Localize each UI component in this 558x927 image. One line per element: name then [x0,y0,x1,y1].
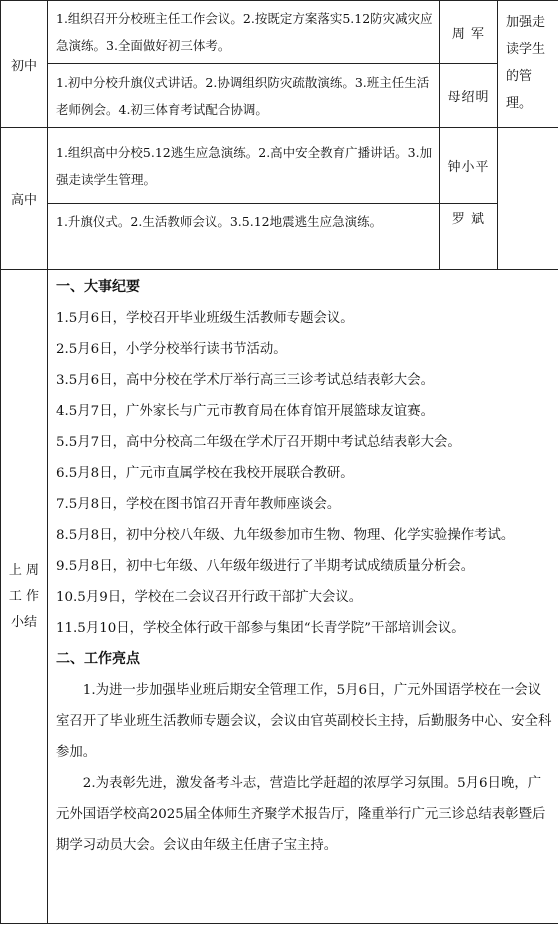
event-item: 6.5月8日，广元市直属学校在我校开展联合教研。 [56,466,354,481]
senior-person-2: 罗 斌 [440,204,498,270]
event-item: 8.5月8日，初中分校八年级、九年级参加市生物、物理、化学实验操作考试。 [56,528,515,543]
summary-content [48,270,558,924]
event-item: 4.5月7日，广外家长与广元市教育局在体育馆开展篮球友谊赛。 [56,404,434,419]
senior-category: 高中 [1,128,48,270]
summary-category [1,270,48,924]
junior-note: 加强走读学生的管理。 [498,1,558,128]
event-item: 9.5月8日，初中七年级、八年级年级进行了半期考试成绩质量分析会。 [56,559,475,574]
junior-person-2: 母绍明 [440,64,498,128]
event-item: 11.5月10日，学校全体行政干部参与集团“长青学院”干部培训会议。 [56,621,465,636]
event-item: 2.5月6日，小学分校举行读书节活动。 [56,342,287,357]
summary-row [1,270,558,924]
summary-category-line-3: 小结 [10,614,37,630]
highlight-paragraph: 1.为进一步加强毕业班后期安全管理工作，5月6日，广元外国语学校在一会议室召开了毕业班生活教师专题会议，会议由官英副校长主持，后勤服务中心、安全科参加。 [56,683,552,760]
summary-category-line-2: 工 作 [8,588,40,604]
junior-row-1 [1,1,558,64]
event-item: 7.5月8日，学校在图书馆召开青年教师座谈会。 [56,497,341,512]
summary-category-line-1: 上 周 [8,562,40,578]
senior-task-2: 1.升旗仪式。2.生活教师会议。3.5.12地震逃生应急演练。 [48,204,440,270]
highlight-paragraph: 2.为表彰先进，激发备考斗志，营造比学赶超的浓厚学习氛围。5月6日晚，广元外国语学校高2025届全体师生齐聚学术报告厅，隆重举行广元三诊总结表彰暨后期学习动员大会。会议由年级主任唐子宝主持。 [56,776,546,853]
event-item: 1.5月6日，学校召开毕业班级生活教师专题会议。 [56,311,354,326]
junior-category: 初中 [1,1,48,128]
event-item: 3.5月6日，高中分校在学术厅举行高三三诊考试总结表彰大会。 [56,373,434,388]
junior-task-2: 1.初中分校升旗仪式讲话。2.协调组织防灾疏散演练。3.班主任生活老师例会。4.初三体育考试配合协调。 [48,64,440,128]
senior-row-1 [1,128,558,204]
senior-person-1: 钟小平 [440,128,498,204]
section-title-events: 一、大事纪要 [56,279,140,295]
senior-note-empty [498,128,558,270]
senior-row-2 [1,204,558,270]
event-item: 10.5月9日，学校在二会议召开行政干部扩大会议。 [56,590,363,605]
senior-task-1: 1.组织高中分校5.12逃生应急演练。2.高中安全教育广播讲话。3.加强走读学生管理。 [48,128,440,204]
junior-task-1: 1.组织召开分校班主任工作会议。2.按既定方案落实5.12防灾减灾应急演练。3.全面做好初三体考。 [48,1,440,64]
event-item: 5.5月7日，高中分校高二年级在学术厅召开期中考试总结表彰大会。 [56,435,461,450]
section-title-highlights: 二、工作亮点 [56,651,140,667]
junior-person-1: 周 军 [440,1,498,64]
junior-row-2 [1,64,558,128]
